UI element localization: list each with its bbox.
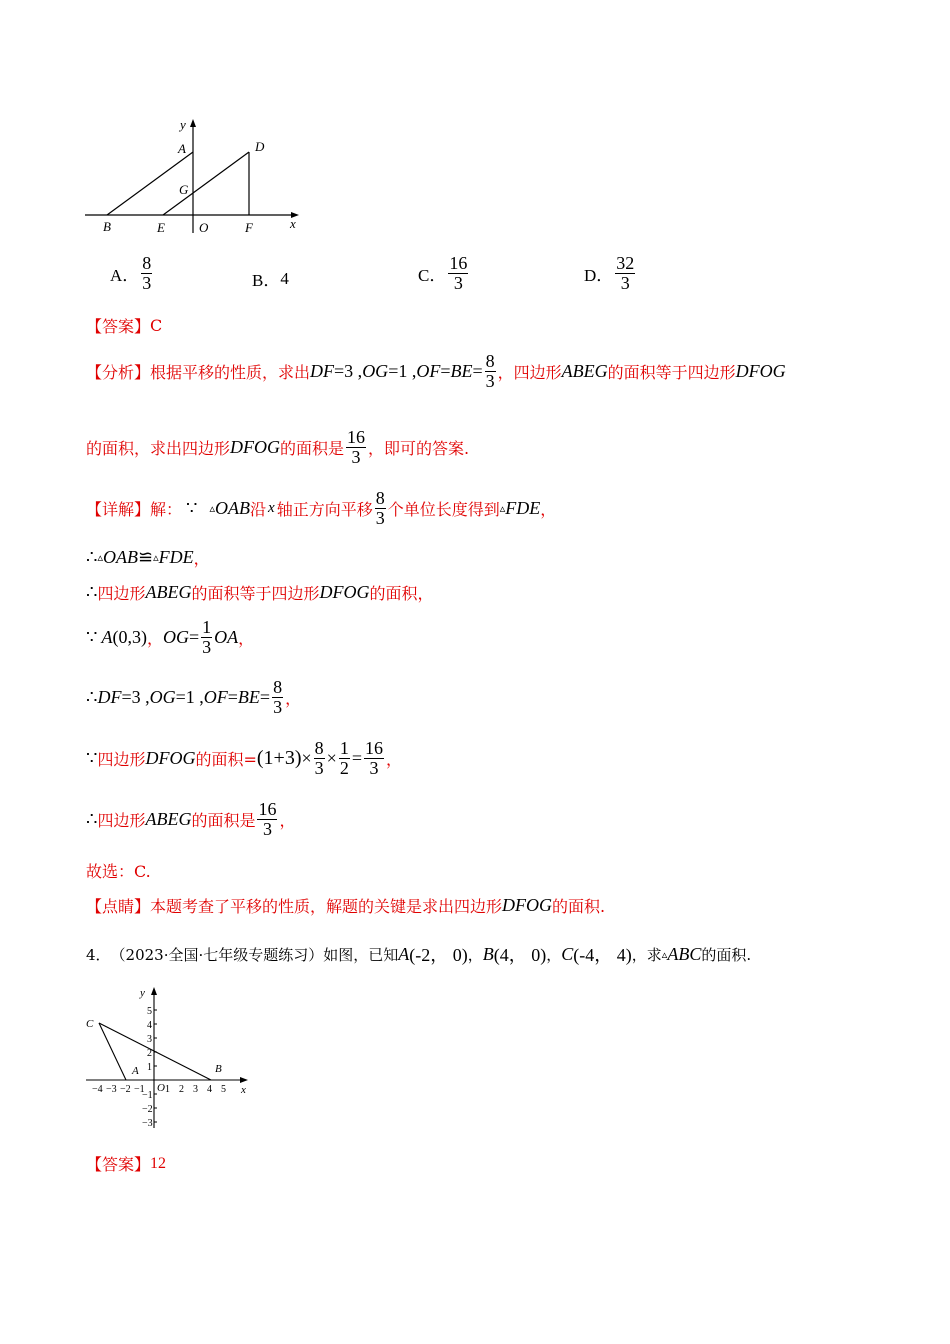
math: DFOG [319,582,370,602]
x-tick-label: 4 [207,1084,212,1095]
math: DFOG [230,437,281,457]
denominator: 3 [453,273,463,293]
math: OF [416,361,441,381]
answer-value: C [150,316,163,335]
math: = [351,748,362,768]
math: (1+3) [256,747,302,769]
fraction [201,618,212,657]
text: ，求 [631,945,662,964]
y-tick-label: 3 [147,1034,152,1045]
triangle-symbol: ▵ [661,947,668,961]
fraction [375,489,386,528]
math: BE [450,361,473,381]
congruent-symbol: ≌ [137,547,154,567]
text: 的面积 [369,584,418,603]
math: B [482,943,494,964]
math: OF [203,687,228,707]
math: DF [97,687,122,707]
math: × [326,748,337,768]
translation-figure [85,115,305,240]
math: A [398,943,410,964]
analysis-tag: 【分析】 [86,363,151,382]
fraction [272,678,283,717]
option-letter: D． [584,266,614,285]
detail-line-3 [86,581,434,604]
text: ， [238,629,255,648]
math: = [472,361,483,381]
because-symbol: ∵ [186,498,198,518]
denominator: 3 [262,819,272,839]
math: OA [214,627,239,647]
therefore-symbol: ∴ [86,687,98,707]
therefore-symbol: ∴ [86,582,98,602]
text: 故选：C. [86,862,151,881]
label-G: G [179,182,189,197]
analysis-line-1 [86,352,786,391]
x-tick-label: 1 [165,1084,170,1095]
text: ， [385,750,402,769]
math: =1 , [388,361,417,381]
y-tick-label: 1 [147,1062,152,1073]
text: ， [146,629,163,648]
text: 本题考查了平移的性质，解题的关键是求出四边形 [150,897,503,916]
math: (0,3) [112,627,147,647]
triangle-symbol: ▵ [97,552,103,564]
detail-line-7 [86,800,295,839]
math: DFOG [502,895,553,915]
text: ， [417,584,434,603]
text: 的面积= [195,750,257,769]
because-symbol: ∵ [86,748,98,768]
numerator: 8 [142,253,152,273]
math: DF [310,361,335,381]
fraction [364,739,384,778]
numerator: 16 [364,738,383,758]
choose-line [86,859,151,882]
math: = [259,687,271,707]
math: (4， 0) [493,945,547,965]
math: x [268,500,275,516]
math: OAB [102,547,138,567]
question-4: 4． （2023·全国·七年级专题练习）如图，已知 A (-2， 0) ， B (4， 0) ， C (-4， 4) ，求 ▵ ABC 的面积. [86,941,751,967]
y-tick-label: 5 [147,1006,152,1017]
fraction [141,254,152,293]
text: ， [285,689,302,708]
text: 的面积是 [191,811,256,830]
math: OG [149,687,176,707]
denominator: 3 [375,508,385,528]
text: 轴正方向平移 [276,500,373,519]
denominator: 2 [339,758,349,778]
math: =3 , [121,687,150,707]
answer-line [86,314,162,337]
numerator: 8 [485,351,495,371]
detail-line-5 [86,678,301,717]
math: DFOG [145,748,196,768]
option-b [252,266,289,291]
comment-line [86,894,605,917]
detail-tag: 【详解】 [86,500,151,519]
analysis-line-2 [86,428,469,467]
label-O: O [157,1082,165,1094]
numerator: 8 [273,677,283,697]
math: C [561,943,574,964]
text: （2023·全国·七年级专题练习）如图，已知 [110,945,399,964]
x-tick-label: −1 [134,1084,145,1095]
fraction [485,352,496,391]
fraction [346,428,366,467]
text: 的面积等于四边形 [607,363,736,382]
math: (-4， 4) [573,945,632,965]
label-y: y [140,987,145,999]
triangle-symbol: ▵ [499,503,506,515]
denominator: 3 [485,371,495,391]
text: 的面积是 [280,439,345,458]
x-tick-label: −3 [106,1084,117,1095]
numerator: 1 [339,738,349,758]
answer-tag: 【答案】 [86,317,151,336]
option-value: 4 [280,268,289,288]
label-y: y [180,117,186,132]
label-B: B [103,219,111,234]
label-A: A [132,1065,139,1077]
text: 的面积，求出四边形 [86,439,231,458]
numerator: 16 [347,427,366,447]
text: 解： [150,500,183,519]
x-tick-label: 2 [179,1084,184,1095]
because-symbol: ∵ [86,627,98,647]
y-tick-label: −2 [142,1104,153,1115]
math: × [301,748,312,768]
fraction [339,739,350,778]
answer-line-2 [86,1152,166,1175]
triangle-symbol: ▵ [209,503,216,515]
y-tick-label: 2 [147,1048,152,1059]
option-letter: C． [418,266,447,285]
therefore-symbol: ∴ [86,547,98,567]
detail-line-6 [86,739,402,778]
label-O: O [199,220,209,235]
x-tick-label: 5 [221,1084,226,1095]
x-tick-label: 3 [193,1084,198,1095]
math: = [440,361,451,381]
text: 个单位长度得到 [387,500,500,519]
detail-line-4 [86,618,254,657]
fraction [615,254,635,293]
x-tick-label: −2 [120,1084,131,1095]
denominator: 3 [620,273,630,293]
label-B: B [215,1063,222,1075]
text: 的面积. [552,897,606,916]
text: ， [540,500,557,519]
numerator: 8 [375,488,385,508]
label-E: E [157,220,165,235]
denominator: 3 [314,758,324,778]
math: OG [362,361,389,381]
fraction [448,254,468,293]
math: ABC [667,943,702,964]
text: ， [279,811,296,830]
math: = [188,627,200,647]
math: ABEG [561,361,608,381]
label-x: x [241,1084,246,1096]
math: =3 , [334,361,363,381]
denominator: 3 [351,447,361,467]
option-a [110,254,154,293]
y-tick-label: −3 [142,1118,153,1129]
math: =1 , [175,687,204,707]
text: 的面积等于四边形 [191,584,320,603]
math: OAB [215,498,251,518]
text: 四边形 [97,584,146,603]
numerator: 1 [202,617,212,637]
numerator: 16 [449,253,468,273]
text: 沿 [250,500,267,519]
numerator: 32 [616,253,635,273]
denominator: 3 [142,273,152,293]
math: FDE [158,547,194,567]
option-letter: B． [252,271,281,290]
math: DFOG [735,361,786,381]
math: ABEG [145,582,192,602]
fraction [314,739,325,778]
text: 四边形 [97,811,146,830]
numerator: 8 [314,738,324,758]
coordinate-figure [84,983,254,1133]
math: ABEG [145,809,192,829]
answer-value: 12 [150,1154,167,1172]
math: (-2， 0) [409,945,468,965]
denominator: 3 [273,697,283,717]
detail-line-1 [86,489,556,528]
text: 根据平移的性质，求出 [150,363,311,382]
text: ， [193,549,210,568]
option-c [418,254,470,293]
comment-tag: 【点睛】 [86,897,151,916]
text: ，即可的答案. [368,439,470,458]
numerator: 16 [258,799,277,819]
label-F: F [245,220,253,235]
x-tick-label: −4 [92,1084,103,1095]
option-letter: A． [110,266,140,285]
text: 的面积. [701,945,752,964]
text: 四边形 [97,750,146,769]
math: FDE [505,498,541,518]
y-tick-label: −1 [142,1090,153,1101]
fraction [257,800,277,839]
math: BE [237,687,260,707]
math: A [101,627,113,647]
denominator: 3 [202,637,212,657]
math: OG [162,627,189,647]
math: = [227,687,238,707]
option-d [584,254,637,293]
triangle-symbol: ▵ [153,552,159,564]
label-x: x [290,216,296,231]
question-number: 4． [86,945,111,964]
denominator: 3 [369,758,379,778]
therefore-symbol: ∴ [86,809,98,829]
answer-tag: 【答案】 [86,1155,151,1174]
label-D: D [255,139,265,154]
label-C: C [86,1018,94,1030]
label-A: A [178,141,186,156]
y-tick-label: 4 [147,1020,152,1031]
detail-line-2 [86,546,210,569]
text: ，四边形 [497,363,562,382]
